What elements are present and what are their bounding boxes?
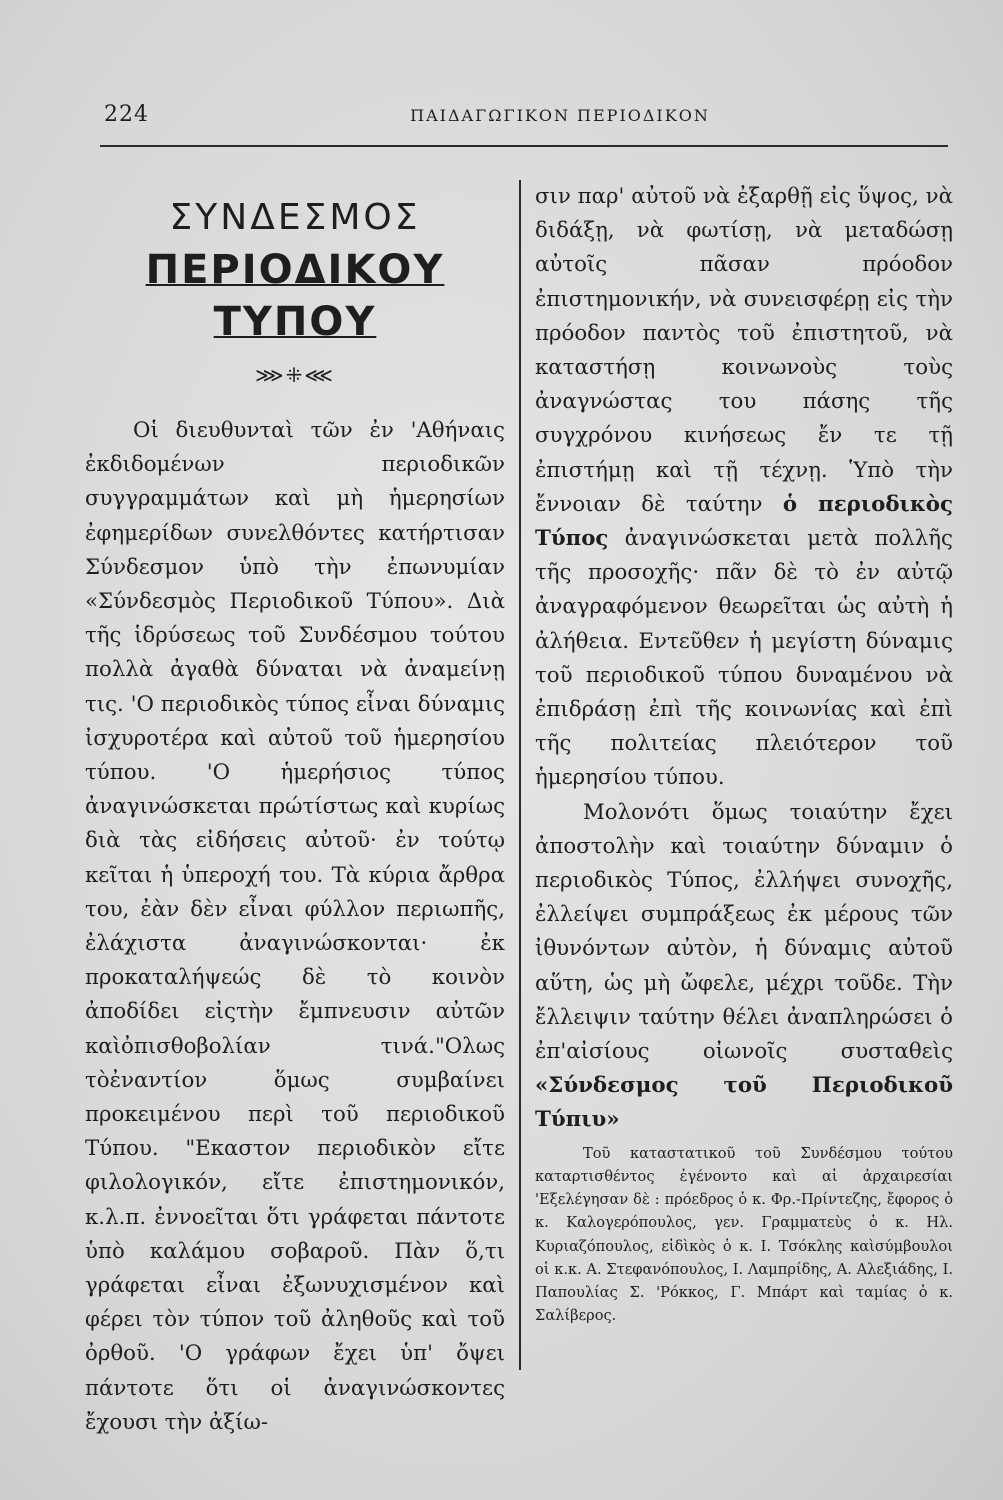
ornament-icon: ⋙⁜⋘ bbox=[255, 363, 335, 387]
running-head bbox=[100, 98, 948, 138]
footnote: Τοῦ καταστατικοῦ τοῦ Συνδέσμου τούτου καταρτισθέντος ἐγένοντο καὶ αἱ ἀρχαιρεσίαι 'Εξελέγησαν δὲ : πρόεδρος ὁ κ. Φρ.-Πρίντεζης, ἔφορος ὁ κ. Καλογερόπουλος, γεν. Γραμματεὺς ὁ κ. Ηλ. Κυριαζόπουλος, εἰδὶκὸς ὁ κ. Ι. Τσόκλης καὶσύμβουλοι οἱ κ.κ. Α. Στεφανόπουλος, Ι. Λαμπρίδης, Α. Αλεξιάδης, Ι. Παπουλίας Σ. 'Ρόκκος, Γ. Μπάρτ καὶ ταμίας ὁ κ. Σαλίβερος. bbox=[535, 1144, 953, 1325]
right-column bbox=[535, 180, 953, 1327]
bold-phrase-association-name: «Σύνδεσμος τοῦ Περιοδικοῦ Τύπιυ» bbox=[535, 1073, 953, 1133]
right-paragraph-1-text-a: σιν παρ' αὐτοῦ νὰ ἐξαρθῇ εἰς ὕψος, νὰ διδάξῃ, νὰ φωτίσῃ, νὰ μεταδώσῃ αὐτοῖς πᾶσαν πρόοδον ἐπιστημονικήν, νὰ συνεισφέρῃ εἰς τὴν πρόοδον παντὸς τοῦ ἐπιστητοῦ, νὰ καταστήσῃ κοινωνοὺς τοὺς ἀναγνώστας του πάσης τῆς συγχρόνου κινήσεως ἔν τε τῇ ἐπιστήμῃ καὶ τῇ τέχνῃ. Ὑπὸ τὴν ἔννοιαν δὲ ταύτην bbox=[535, 184, 953, 517]
header-rule bbox=[100, 145, 948, 147]
left-column-paragraph: Οἱ διευθυνταὶ τῶν ἐν 'Αθήναις ἐκδιδομένων περιοδικῶν συγγραμμάτων καὶ μὴ ἡμερησίων ἐφημερίδων συνελθόντες κατήρτισαν Σύνδεσμον ὑπὸ τὴν ἐπωνυμίαν «Σύνδεσμὸς Περιοδικοῦ Τύπου». Διὰ τῆς ἱδρύσεως τοῦ Συνδέσμου τούτου πολλὰ ἀγαθὰ δύναται νὰ ἀναμείνῃ τις. 'Ο περιοδικὸς τύπος εἶναι δύναμις ἰσχυροτέρα καὶ αὐτοῦ τοῦ ἡμερησίου τύπου. 'Ο ἡμερήσιος τύπος ἀναγινώσκεται πρώτίστως καὶ κυρίως διὰ τὰς εἰδήσεις αὐτοῦ· ἐν τούτῳ κεῖται ἡ ὑπεροχή του. Τὰ κύρια ἄρθρα του, ἐὰν δὲν εἶναι φύλλον περιωπῆς, ἐλάχιστα ἀναγινώσκονται· ἐκ προκαταλήψεώς δὲ τὸ κοινὸν ἀποδίδει εἰςτὴν ἔμπνευσιν αὐτῶν καὶὀπισθοβολίαν τινά."Ολως τὸἐναντίον ὅμως συμβαίνει προκειμένου περὶ τοῦ περιοδικοῦ Τύπου. "Εκαστον περιοδικὸν εἴτε φιλολογικόν, εἴτε ἐπιστημονικόν, κ.λ.π. ἐννοεῖται ὅτι γράφεται πάντοτε ὑπὸ καλάμου σοβαροῦ. Πὰν ὅ,τι γράφεται εἶναι ἐξωνυχισμένον καὶ φέρει τὸν τύπον τοῦ ἀληθοῦς καὶ τοῦ ὀρθοῦ. 'Ο γράφων ἔχει ὑπ' ὄψει πάντοτε ὅτι οἱ ἀναγινώσκοντες ἔχουσι τὴν ἀξίω- bbox=[85, 418, 505, 1435]
column-divider bbox=[519, 180, 521, 1370]
page-number: 224 bbox=[104, 102, 149, 127]
bold-phrase-periodical-press: ὁ περιοδικὸς Τύπος bbox=[535, 491, 953, 552]
article-title-line-1: ΣΥΝΔΕΣΜΟΣ bbox=[169, 197, 421, 238]
right-column-paragraph-1 bbox=[535, 180, 953, 796]
journal-title: ΠΑΙΔΑΓΩΓΙΚΟΝ ΠΕΡΙΟΔΙΚΟΝ bbox=[410, 106, 710, 125]
article-title-line-2: ΠΕΡΙΟΔΙΚΟΥ ΤΥΠΟΥ bbox=[145, 247, 445, 345]
right-paragraph-1-text-b: ἀναγινώσκεται μετὰ πολλῆς τῆς προσοχῆς· πᾶν δὲ τὸ ἐν αὐτῷ ἀναγραφόμενον θεωρεῖται ὡς αὐτὴ ἡ ἀλήθεια. Εντεῦθεν ἡ μεγίστη δύναμις τοῦ περιοδικοῦ τύπου δυναμένου νὰ ἐπιδράσῃ ἐπὶ τῆς κοινωνίας καὶ ἐπὶ τῆς πολιτείας πλειότερον τοῦ ἡμερησίου τύπου. bbox=[535, 526, 953, 791]
left-column bbox=[85, 180, 505, 1440]
right-column-paragraph-2 bbox=[535, 796, 953, 1138]
right-paragraph-2-text: Μολονότι ὅμως τοιαύτην ἔχει ἀποστολὴν καὶ τοιαύτην δύναμιν ὁ περιοδικὸς Τύπος, ἐλλήψει συνοχῆς, ἐλλείψει συμπράξεως ἐκ μέρους τῶν ἰθυνόντων αὐτὸν, ἡ δύναμις αὐτοῦ αὕτη, ὡς μὴ ὤφελε, μέχρι τοῦδε. Τὴν ἔλλειψιν ταύτην θέλει ἀναπληρώσει ὁ ἐπ'αἰσίους οἰωνοῖς συσταθεὶς bbox=[535, 799, 953, 1065]
